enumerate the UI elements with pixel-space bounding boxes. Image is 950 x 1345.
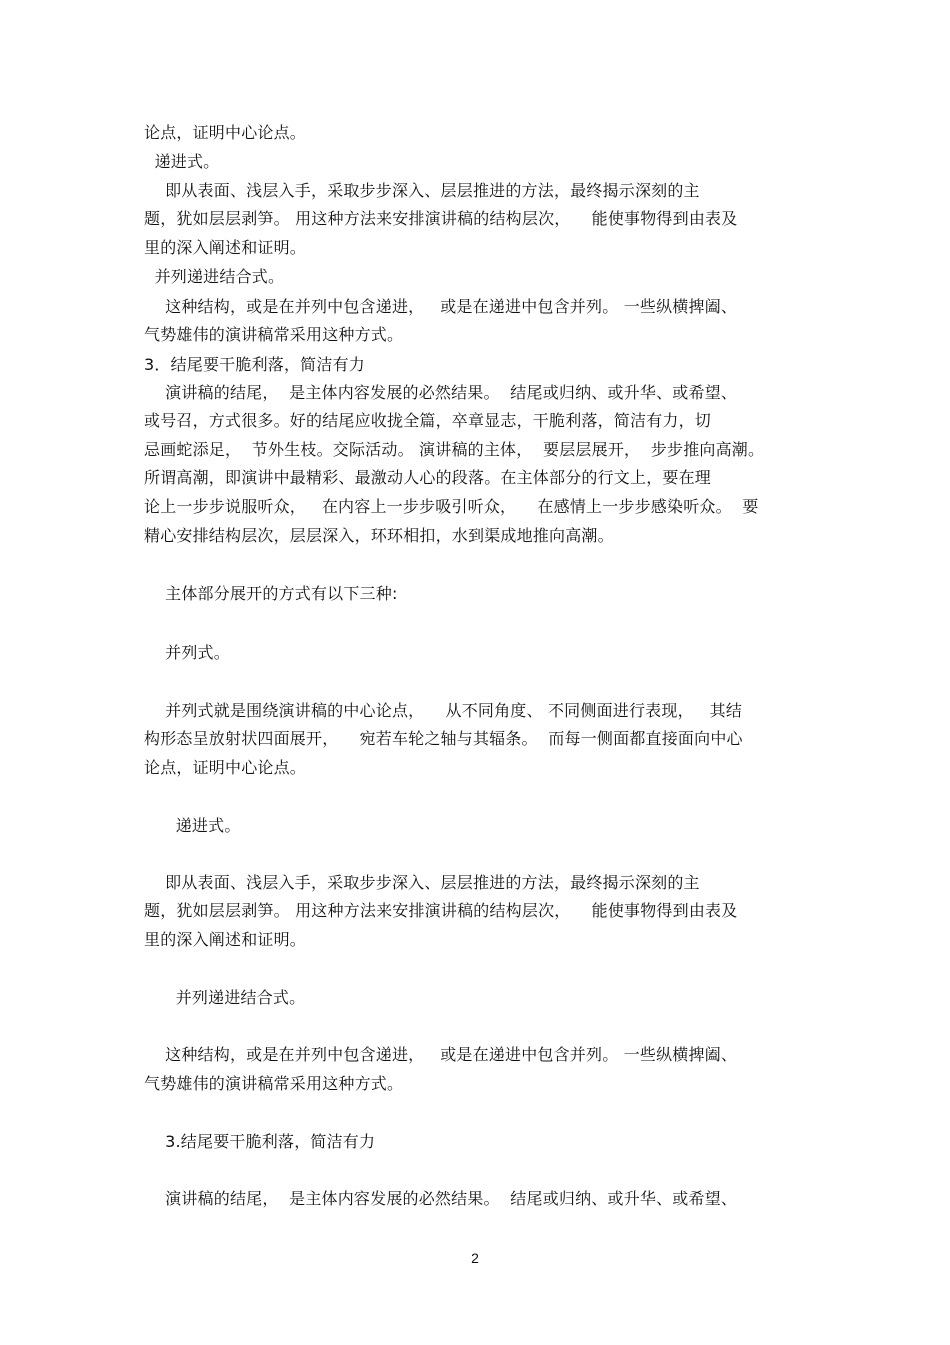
text-line: 并列式就是围绕演讲稿的中心论点， 从不同角度、 不同侧面进行表现， 其结 [144, 701, 743, 720]
text-line: 里的深入阐述和证明。 [144, 238, 307, 257]
text-line: 演讲稿的结尾， 是主体内容发展的必然结果。 结尾或归纳、或升华、或希望、 [144, 1189, 738, 1208]
text-line: 即从表面、浅层入手，采取步步深入、层层推进的方法，最终揭示深刻的主 [144, 181, 700, 200]
text-line: 即从表面、浅层入手，采取步步深入、层层推进的方法，最终揭示深刻的主 [144, 873, 700, 892]
text-line: 递进式。 [144, 816, 241, 835]
text-line: 论点，证明中心论点。 [144, 123, 307, 142]
text-line: 这种结构，或是在并列中包含递进， 或是在递进中包含并列。 一些纵横捭阖、 [144, 1045, 738, 1064]
text-line: 精心安排结构层次，层层深入，环环相扣，水到渠成地推向高潮。 [144, 526, 614, 545]
text-line: 气势雄伟的演讲稿常采用这种方式。 [144, 1074, 404, 1093]
text-line: 所谓高潮，即演讲中最精彩、最激动人心的段落。在主体部分的行文上，要在理 [144, 468, 712, 487]
text-line: 主体部分展开的方式有以下三种: [144, 584, 398, 603]
text-line: 题，犹如层层剥笋。 用这种方法来安排演讲稿的结构层次， 能使事物得到由表及 [144, 901, 738, 920]
text-line: 演讲稿的结尾， 是主体内容发展的必然结果。 结尾或归纳、或升华、或希望、 [144, 383, 738, 402]
page-number: 2 [471, 1250, 479, 1266]
text-line: 忌画蛇添足， 节外生枝。交际活动。 演讲稿的主体， 要层层展开， 步步推向高潮。 [144, 440, 765, 459]
text-line: 论点，证明中心论点。 [144, 758, 307, 777]
text-line: 这种结构，或是在并列中包含递进， 或是在递进中包含并列。 一些纵横捭阖、 [144, 297, 738, 316]
text-line: 递进式。 [144, 152, 220, 171]
text-line: 构形态呈放射状四面展开， 宛若车轮之轴与其辐条。 而每一侧面都直接面向中心 [144, 729, 743, 748]
text-line: 里的深入阐述和证明。 [144, 930, 307, 949]
text-line: 气势雄伟的演讲稿常采用这种方式。 [144, 325, 404, 344]
text-line: 并列递进结合式。 [144, 267, 285, 286]
text-line: 并列递进结合式。 [144, 988, 306, 1007]
text-line: 题，犹如层层剥笋。 用这种方法来安排演讲稿的结构层次， 能使事物得到由表及 [144, 209, 738, 228]
text-line: 3．结尾要干脆利落，简洁有力 [144, 355, 365, 374]
text-line: 3.结尾要干脆利落，简洁有力 [144, 1132, 376, 1151]
text-line: 论上一步步说服听众， 在内容上一步步吸引听众， 在感情上一步步感染听众。 要 [144, 497, 759, 516]
text-line: 并列式。 [144, 643, 230, 662]
text-line: 或号召，方式很多。好的结尾应收拢全篇，卒章显志，干脆利落，简洁有力，切 [144, 411, 712, 430]
